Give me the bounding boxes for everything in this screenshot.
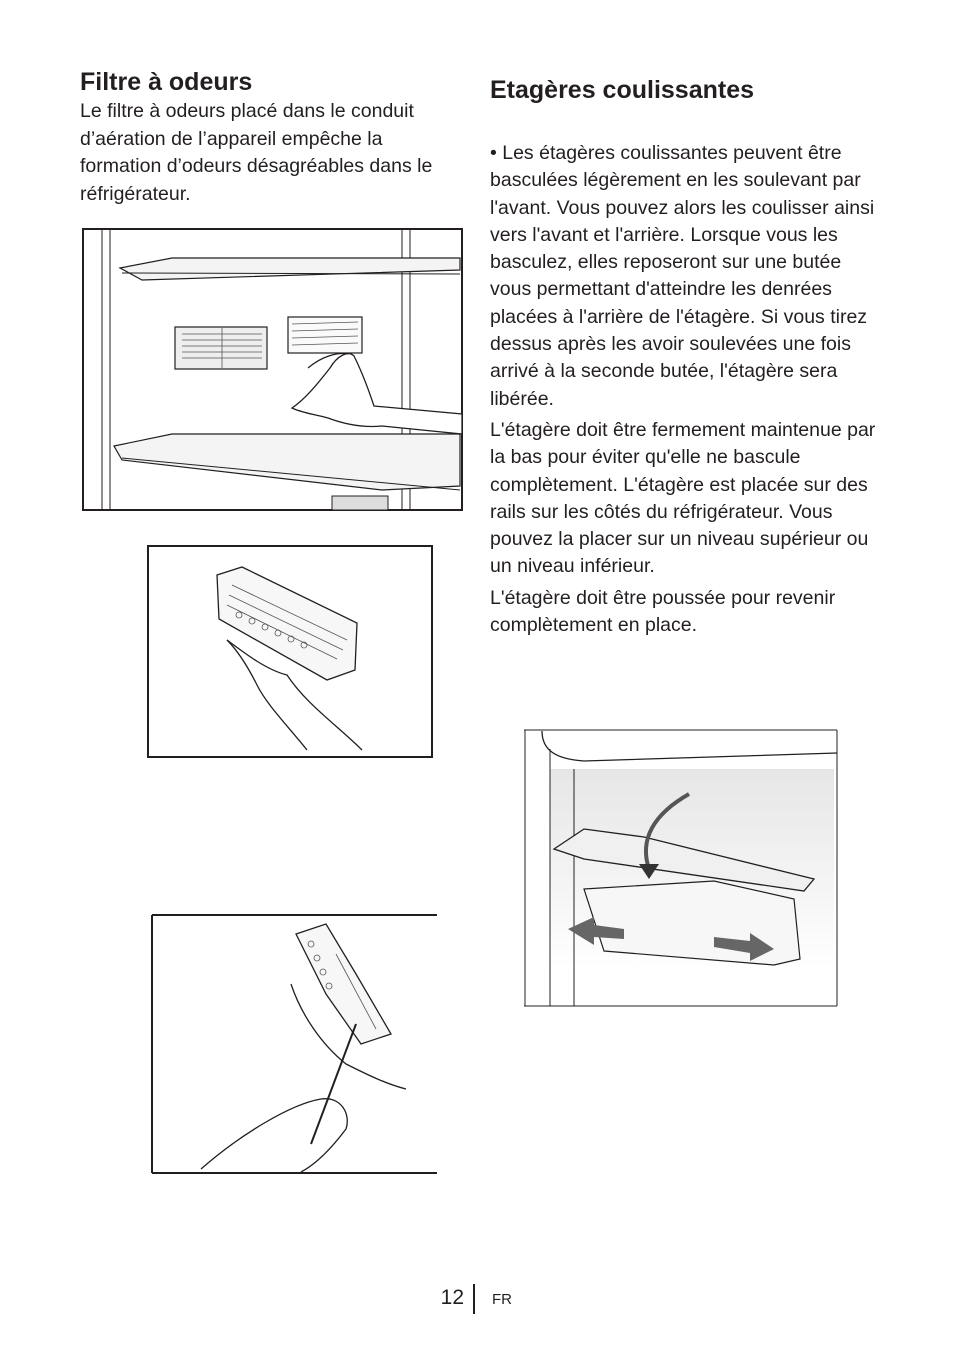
page-footer xyxy=(0,1284,954,1316)
right-column xyxy=(490,74,880,643)
left-column xyxy=(80,66,465,208)
filter-held-in-hand-illustration xyxy=(147,545,433,758)
language-code: FR xyxy=(492,1291,512,1308)
odour-filter-in-fridge-illustration xyxy=(82,228,463,512)
section-title-odour-filter: Filtre à odeurs xyxy=(80,68,253,96)
sliding-shelf-drawing xyxy=(524,729,838,1008)
sliding-shelves-paragraph-3: L'étagère doit être poussée pour revenir complètement en place. xyxy=(490,586,836,637)
filter-opening-with-tool-illustration xyxy=(151,914,437,1174)
filter-in-hand-drawing xyxy=(147,545,433,758)
odour-filter-description: Le filtre à odeurs placé dans le conduit d’aération de l’appareil empêche la formation d’odeurs désagréables dans le réfrigérateur. xyxy=(80,100,433,205)
footer-divider xyxy=(473,1284,475,1314)
sliding-shelf-illustration xyxy=(524,729,838,1008)
sliding-shelves-paragraph-2: L'étagère doit être fermement maintenue par la bas pour éviter qu'elle ne bascule complètement. L'étagère est placée sur des rails sur les côtés du réfrigérateur. Vous pouvez la placer sur un niveau supérieur ou un niveau inférieur. xyxy=(490,418,876,578)
fridge-filter-drawing xyxy=(82,228,463,512)
section-title-sliding-shelves: Etagères coulissantes xyxy=(490,76,755,104)
filter-opening-drawing xyxy=(151,914,437,1174)
sliding-shelves-paragraph-1: • Les étagères coulissantes peuvent être basculées légèrement en les soulevant par l'avant. Vous pouvez alors les coulisser ainsi vers l'avant et l'arrière. Lorsque vous les basculez, elles reposeront sur une butée vous permettant d'atteindre les denrées placées à l'arrière de l'étagère. Si vous tirez dessus après les avoir soulevées une fois arrivé à la seconde butée, l'étagère sera libérée. xyxy=(490,142,875,410)
page-number: 12 xyxy=(440,1286,464,1309)
